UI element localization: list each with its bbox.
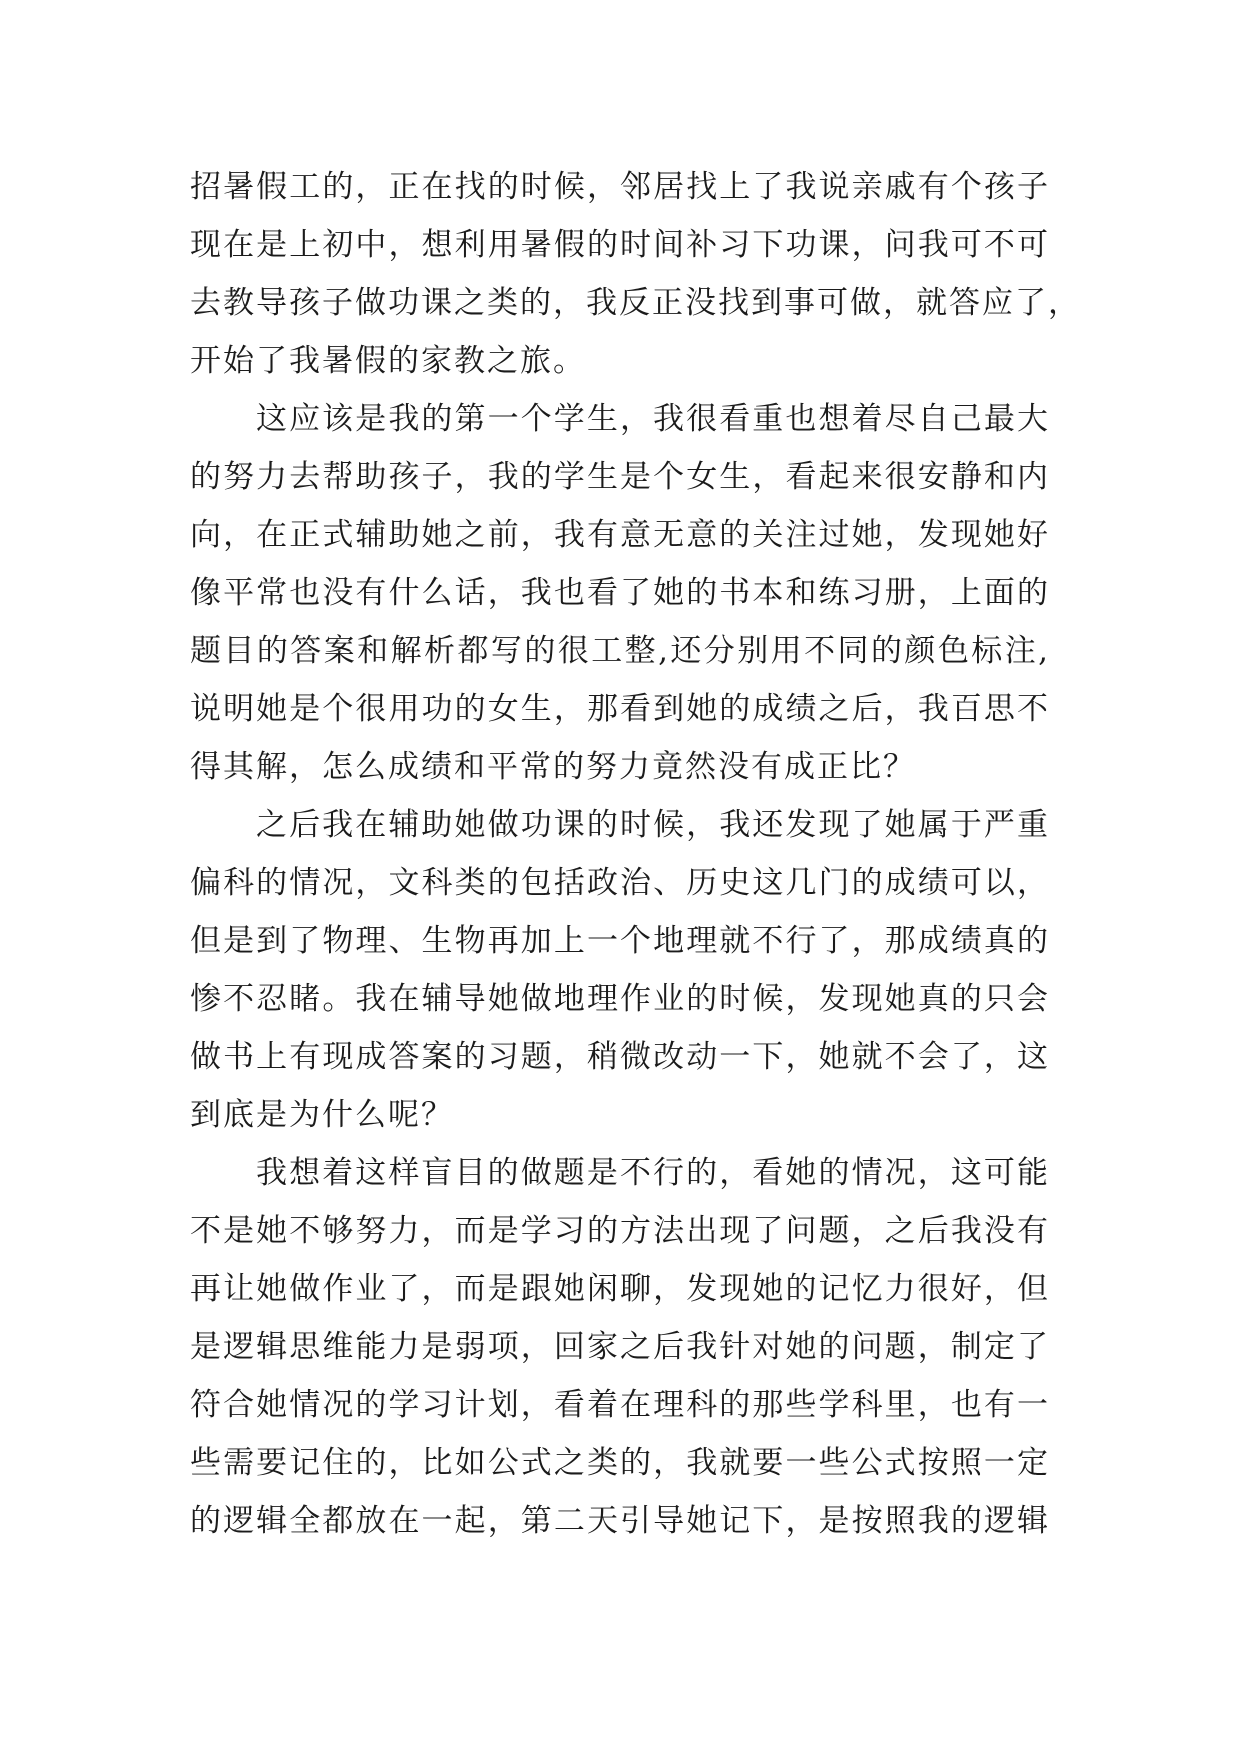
text-line: 但是到了物理、生物再加上一个地理就不行了，那成绩真的 [190, 923, 1050, 959]
document-body [190, 158, 1081, 1550]
text-line: 招暑假工的，正在找的时候，邻居找上了我说亲戚有个孩子 [190, 169, 1050, 205]
text-line: 题目的答案和解析都写的很工整,还分别用不同的颜色标注, [190, 633, 1050, 669]
text-line: 的逻辑全都放在一起，第二天引导她记下，是按照我的逻辑 [190, 1503, 1050, 1539]
text-line: 我想着这样盲目的做题是不行的，看她的情况，这可能 [256, 1155, 1050, 1191]
text-line: 是逻辑思维能力是弱项，回家之后我针对她的问题，制定了 [190, 1329, 1050, 1365]
text-line: 惨不忍睹。我在辅导她做地理作业的时候，发现她真的只会 [190, 981, 1050, 1017]
text-line: 去教导孩子做功课之类的，我反正没找到事可做，就答应了， [190, 285, 1081, 321]
text-line: 做书上有现成答案的习题，稍微改动一下，她就不会了，这 [190, 1039, 1050, 1075]
text-line: 开始了我暑假的家教之旅。 [190, 343, 586, 379]
text-line: 像平常也没有什么话，我也看了她的书本和练习册，上面的 [190, 575, 1050, 611]
text-line: 些需要记住的，比如公式之类的，我就要一些公式按照一定 [190, 1445, 1050, 1481]
text-line: 的努力去帮助孩子，我的学生是个女生，看起来很安静和内 [190, 459, 1050, 495]
text-line: 不是她不够努力，而是学习的方法出现了问题，之后我没有 [190, 1213, 1050, 1249]
text-line: 现在是上初中，想利用暑假的时间补习下功课，问我可不可 [190, 227, 1050, 263]
text-line: 得其解，怎么成绩和平常的努力竟然没有成正比？ [190, 749, 916, 785]
text-line: 符合她情况的学习计划，看着在理科的那些学科里，也有一 [190, 1387, 1050, 1423]
text-line: 偏科的情况，文科类的包括政治、历史这几门的成绩可以， [190, 865, 1050, 901]
text-line: 说明她是个很用功的女生，那看到她的成绩之后，我百思不 [190, 691, 1050, 727]
text-line: 再让她做作业了，而是跟她闲聊，发现她的记忆力很好，但 [190, 1271, 1050, 1307]
text-line: 向，在正式辅助她之前，我有意无意的关注过她，发现她好 [190, 517, 1050, 553]
text-line: 这应该是我的第一个学生，我很看重也想着尽自己最大 [256, 401, 1050, 437]
text-line: 到底是为什么呢？ [190, 1097, 454, 1133]
text-line: 之后我在辅助她做功课的时候，我还发现了她属于严重 [256, 807, 1050, 843]
